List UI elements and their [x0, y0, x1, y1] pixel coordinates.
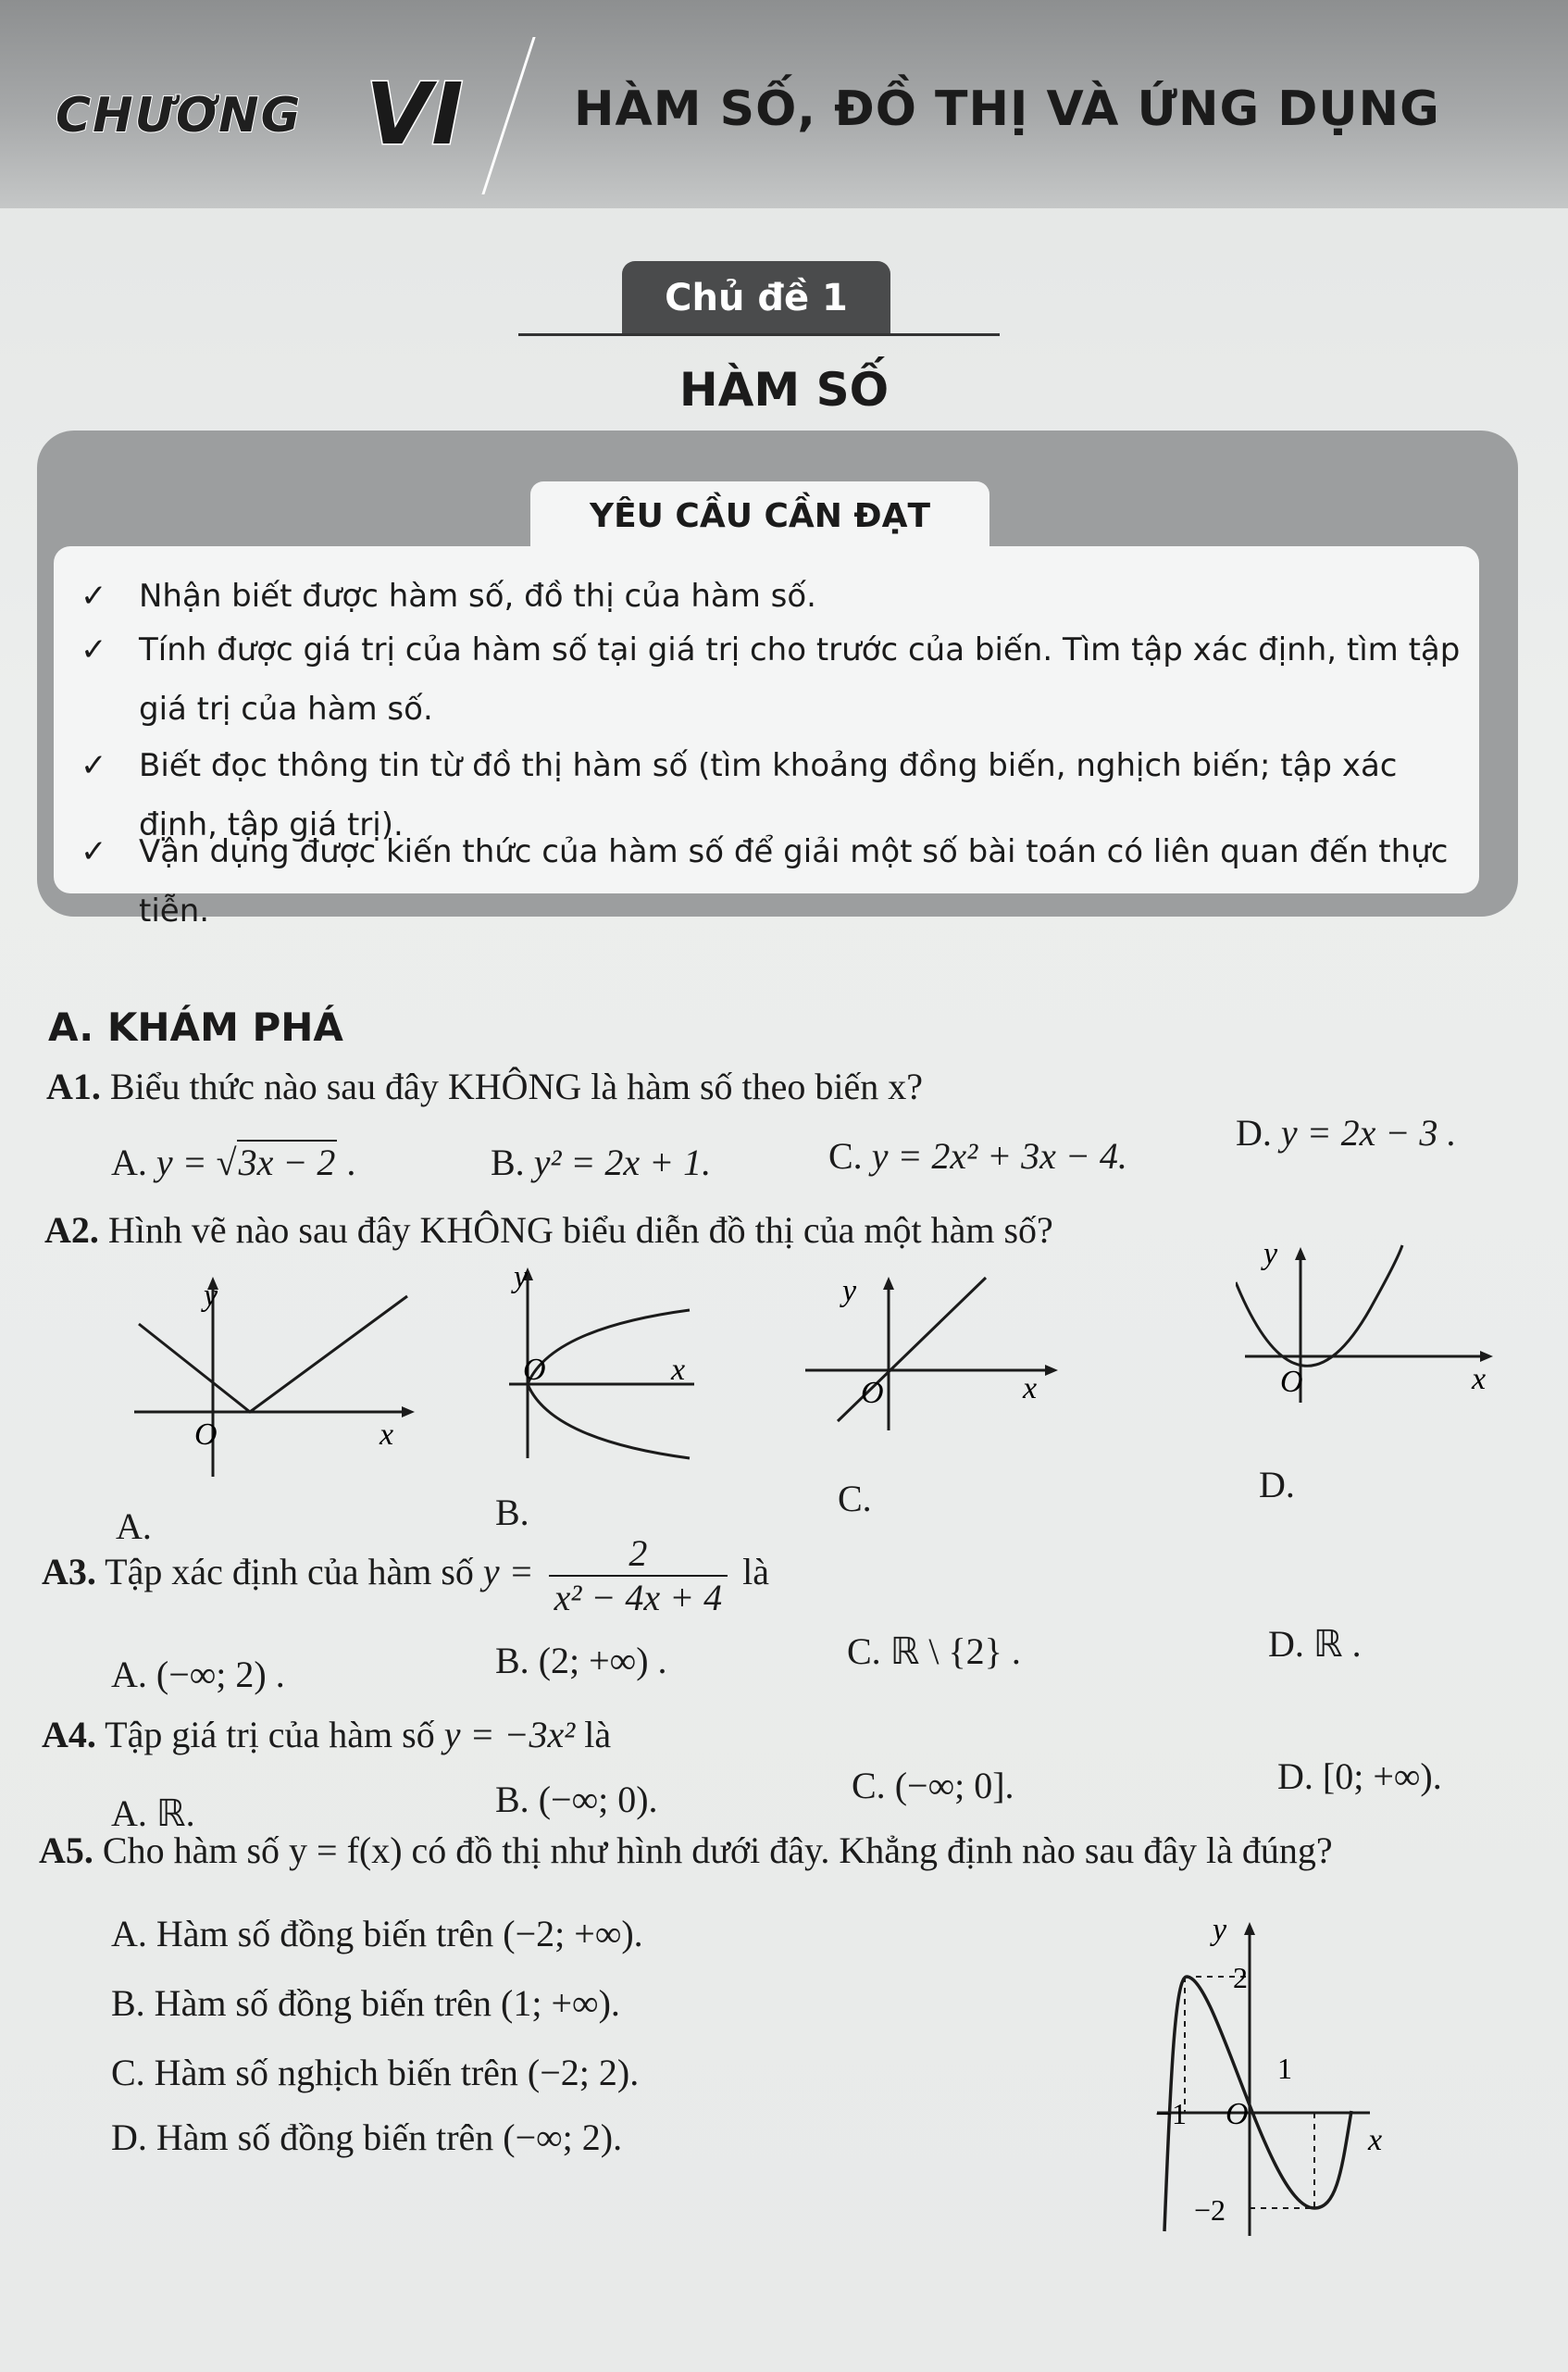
option-a5-a: A. Hàm số đồng biến trên (−2; +∞).: [111, 1913, 643, 1954]
option-a3-b: B. (2; +∞) .: [495, 1640, 667, 1681]
topic-name: HÀM SỐ: [678, 363, 890, 417]
requirement-item: ✓ Nhận biết được hàm số, đồ thị của hàm số.: [88, 567, 1467, 626]
question-text: Tập giá trị của hàm số: [105, 1714, 435, 1755]
option-a4-a: A. ℝ.: [111, 1792, 195, 1834]
chapter-title: HÀM SỐ, ĐỒ THỊ VÀ ỨNG DỤNG: [574, 81, 1440, 137]
axis-label-x: x: [380, 1417, 394, 1452]
origin-label: O: [1226, 2097, 1249, 2131]
tick-label-1: 1: [1277, 2052, 1292, 2085]
graph-b: [486, 1264, 699, 1463]
question-text: Hình vẽ nào sau đây KHÔNG biểu diễn đồ thị của một hàm số?: [107, 1209, 1053, 1251]
axis-label-x: x: [1368, 2123, 1383, 2157]
requirement-item: ✓ Biết đọc thông tin từ đồ thị hàm số (tìm khoảng đồng biến, nghịch biến; tập xác định, tập giá trị).: [88, 736, 1467, 855]
checkmark-icon: ✓: [81, 631, 107, 668]
option-a5-c: C. Hàm số nghịch biến trên (−2; 2).: [111, 2052, 640, 2093]
graph-b-label: B.: [495, 1492, 529, 1533]
question-number: A5.: [39, 1829, 93, 1871]
option-a3-d: D. ℝ .: [1268, 1623, 1362, 1665]
option-a5-d: D. Hàm số đồng biến trên (−∞; 2).: [111, 2116, 623, 2158]
question-a3: A3. Tập xác định của hàm số y = $\frac{2}{\text{x² − 4x + 4}}$ là: [42, 1532, 770, 1618]
curve: [838, 1278, 986, 1421]
question-number: A4.: [42, 1714, 96, 1755]
axis-label-y: y: [1213, 1913, 1227, 1947]
origin-label: O: [1280, 1365, 1303, 1399]
axis-label-y: y: [1263, 1237, 1278, 1271]
graph-a-label: A.: [116, 1505, 152, 1547]
requirement-item: ✓ Vận dụng được kiến thức của hàm số để giải một số bài toán có liên quan đến thực tiễn.: [88, 822, 1467, 941]
axis-label-y: y: [842, 1274, 857, 1308]
checkmark-icon: ✓: [81, 578, 107, 615]
question-a1: [46, 1065, 923, 1108]
question-a4: A4. Tập giá trị của hàm số y = −3x² là: [42, 1714, 612, 1755]
topic-divider: [518, 333, 1000, 336]
graph-a5: [1129, 1898, 1425, 2241]
arrow-icon: [1480, 1351, 1493, 1362]
chapter-number: VI: [366, 65, 464, 164]
question-text: Tập xác định của hàm số: [105, 1551, 474, 1593]
arrow-icon: [1045, 1365, 1058, 1376]
arrow-icon: [402, 1406, 415, 1417]
requirement-item: ✓ Tính được giá trị của hàm số tại giá trị cho trước của biến. Tìm tập xác định, tìm tập giá trị của hàm số.: [88, 620, 1467, 739]
curve: [139, 1296, 407, 1412]
question-text: Biểu thức nào sau đây KHÔNG là hàm số theo biến x?: [109, 1066, 924, 1107]
arrow-icon: [883, 1277, 894, 1290]
axis-label-x: x: [1472, 1362, 1487, 1396]
arrow-icon: [1244, 1922, 1255, 1935]
section-title: A. KHÁM PHÁ: [48, 1005, 343, 1050]
checkmark-icon: ✓: [81, 747, 107, 784]
graph-c-label: C.: [838, 1478, 872, 1519]
curve: [1164, 1977, 1351, 2231]
checkmark-icon: ✓: [81, 833, 107, 870]
tick-label-2: 2: [1233, 1961, 1248, 1994]
option-a1-b: B. y² = 2x + 1.: [491, 1142, 712, 1183]
axis-label-y: y: [514, 1264, 529, 1294]
graph-a: [130, 1273, 426, 1486]
arrow-icon: [1295, 1247, 1306, 1260]
option-a3-c: C. ℝ \ {2} .: [847, 1630, 1021, 1672]
question-text: Cho hàm số y = f(x) có đồ thị như hình dưới đây. Khẳng định nào sau đây là đúng?: [102, 1829, 1333, 1871]
question-number: A2.: [44, 1209, 99, 1251]
origin-label: O: [861, 1376, 884, 1410]
option-a1-a: A. y = √3x − 2 .: [111, 1142, 356, 1183]
axis-label-y: y: [204, 1279, 218, 1313]
option-a4-c: C. (−∞; 0].: [852, 1765, 1014, 1806]
fraction: $\frac{2}{\text{x² − 4x + 4}}$: [549, 1532, 728, 1619]
axis-label-x: x: [1023, 1371, 1038, 1405]
question-number: A3.: [42, 1551, 96, 1593]
option-a4-b: B. (−∞; 0).: [495, 1779, 658, 1820]
graph-d-label: D.: [1259, 1464, 1295, 1505]
option-a1-d: D. y = 2x − 3 .: [1236, 1112, 1457, 1154]
tick-label-neg2: −2: [1194, 2193, 1226, 2227]
option-a1-c: C. y = 2x² + 3x − 4.: [828, 1135, 1127, 1177]
origin-label: O: [523, 1353, 546, 1387]
topic-label: Chủ đề 1: [622, 261, 890, 335]
tick-label-neg1: −1: [1155, 2097, 1188, 2130]
question-a5: [39, 1829, 1333, 1872]
option-a5-b: B. Hàm số đồng biến trên (1; +∞).: [111, 1982, 620, 2024]
question-number: A1.: [46, 1066, 101, 1107]
graph-c: [801, 1264, 1060, 1440]
option-a4-d: D. [0; +∞).: [1277, 1755, 1442, 1797]
curve: [1236, 1245, 1402, 1366]
axis-label-x: x: [671, 1353, 686, 1387]
requirements-title: YÊU CẦU CẦN ĐẠT: [530, 481, 989, 548]
origin-label: O: [194, 1417, 218, 1452]
option-a3-a: A. (−∞; 2) .: [111, 1654, 285, 1695]
chapter-word: CHƯƠNG: [56, 88, 303, 144]
graph-d: [1236, 1236, 1513, 1412]
question-a2: [44, 1208, 1053, 1252]
